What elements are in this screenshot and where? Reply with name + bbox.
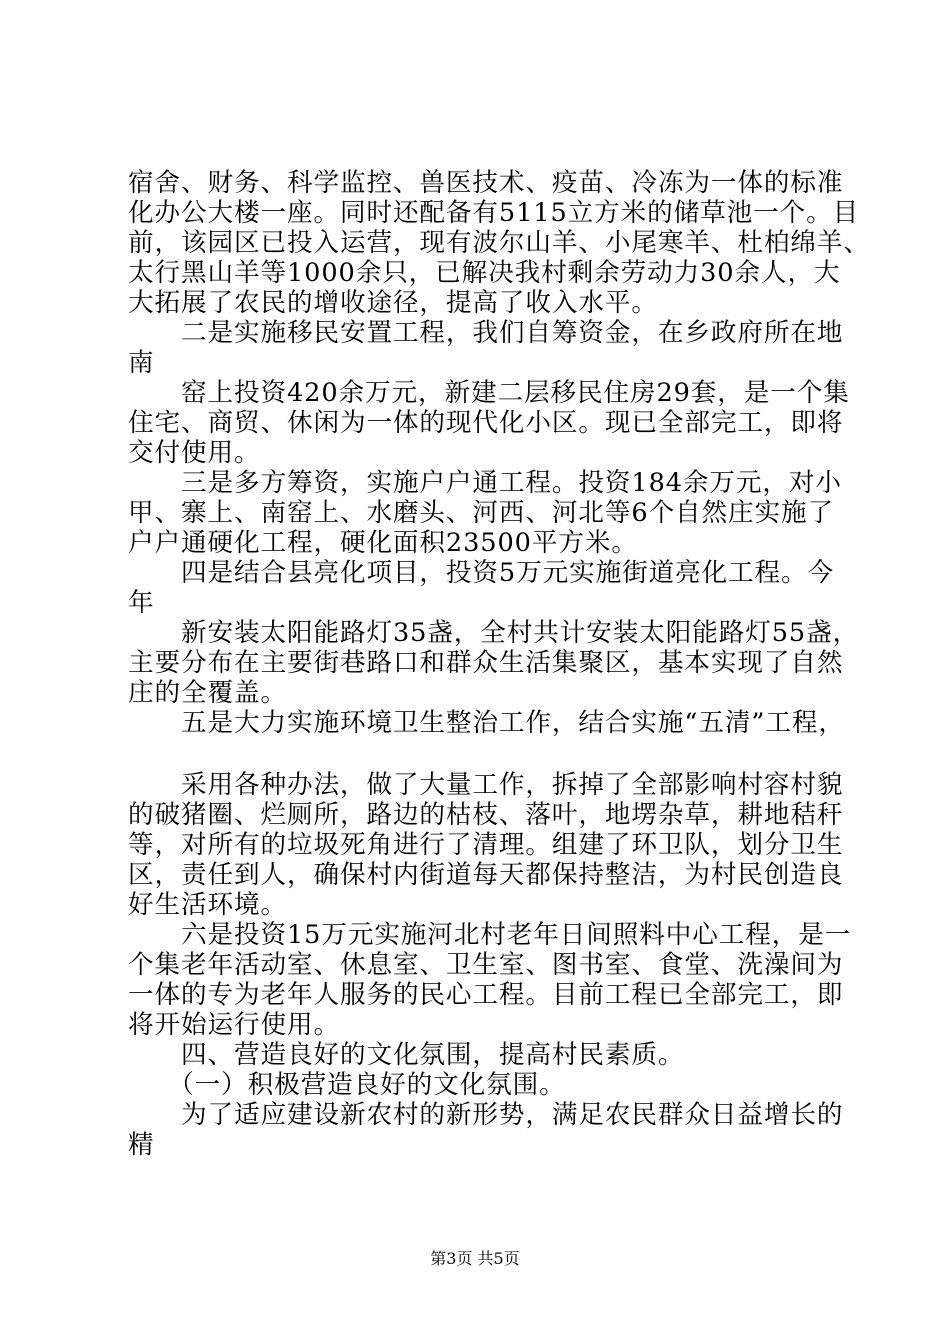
text-line: 采用各种办法，做了大量工作，拆掉了全部影响村容村貌 [128, 770, 844, 800]
text-line: 主要分布在主要街巷路口和群众生活集聚区，基本实现了自然 [128, 648, 844, 678]
text-line: 二是实施移民安置工程，我们自筹资金，在乡政府所在地 [128, 318, 844, 348]
document-body [128, 168, 870, 1160]
text-line: 三是多方筹资，实施户户通工程。投资184余万元，对小 [128, 468, 842, 498]
text-line: 住宅、商贸、休闲为一体的现代化小区。现已全部完工，即将 [128, 408, 844, 438]
text-line: 为了适应建设新农村的新形势，满足农民群众日益增长的 [128, 1100, 844, 1130]
text-line: 好生活环境。 [128, 890, 287, 920]
text-line: 一体的专为老年人服务的民心工程。目前工程已全部完工，即 [128, 980, 844, 1010]
text-line: 将开始运行使用。 [128, 1010, 340, 1040]
text-line: 交付使用。 [128, 438, 261, 468]
text-line: 窑上投资420余万元，新建二层移民住房29套，是一个集 [128, 378, 850, 408]
text-line: 精 [128, 1130, 155, 1160]
text-line: 庄的全覆盖。 [128, 678, 287, 708]
text-line: 甲、寨上、南窑上、水磨头、河西、河北等6个自然庄实施了 [128, 498, 835, 528]
text-line: 户户通硬化工程，硬化面积23500平方米。 [128, 528, 638, 558]
text-line: 太行黑山羊等1000余只，已解决我村剩余劳动力30余人，大 [128, 258, 841, 288]
text-line: 大拓展了农民的增收途径，提高了收入水平。 [128, 288, 658, 318]
text-line: 四、营造良好的文化氛围，提高村民素质。 [128, 1040, 685, 1070]
text-line: 前，该园区已投入运营，现有波尔山羊、小尾寒羊、杜柏绵羊、 [128, 228, 870, 258]
text-line: 等，对所有的垃圾死角进行了清理。组建了环卫队，划分卫生 [128, 830, 844, 860]
text-line: 宿舍、财务、科学监控、兽医技术、疫苗、冷冻为一体的标准 [128, 168, 844, 198]
page-number-footer: 第3页 共5页 [430, 1249, 520, 1268]
text-line: 南 [128, 348, 155, 378]
text-line: 六是投资15万元实施河北村老年日间照料中心工程，是一 [128, 920, 852, 950]
text-line: 个集老年活动室、休息室、卫生室、图书室、食堂、洗澡间为 [128, 950, 844, 980]
text-line: 年 [128, 588, 155, 618]
paragraph-gap [128, 738, 828, 770]
text-line: 化办公大楼一座。同时还配备有5115立方米的储草池一个。目 [128, 198, 860, 228]
text-line: 的破猪圈、烂厕所，路边的枯枝、落叶，地塄杂草，耕地秸秆 [128, 800, 844, 830]
text-line: （一）积极营造良好的文化氛围。 [128, 1070, 566, 1100]
text-line: 五是大力实施环境卫生整治工作，结合实施“五清”工程， [128, 708, 845, 738]
text-line: 区，责任到人，确保村内街道每天都保持整洁，为村民创造良 [128, 860, 844, 890]
text-line: 四是结合县亮化项目，投资5万元实施街道亮化工程。今 [128, 558, 835, 588]
text-line: 新安装太阳能路灯35盏，全村共计安装太阳能路灯55盏， [128, 618, 860, 648]
